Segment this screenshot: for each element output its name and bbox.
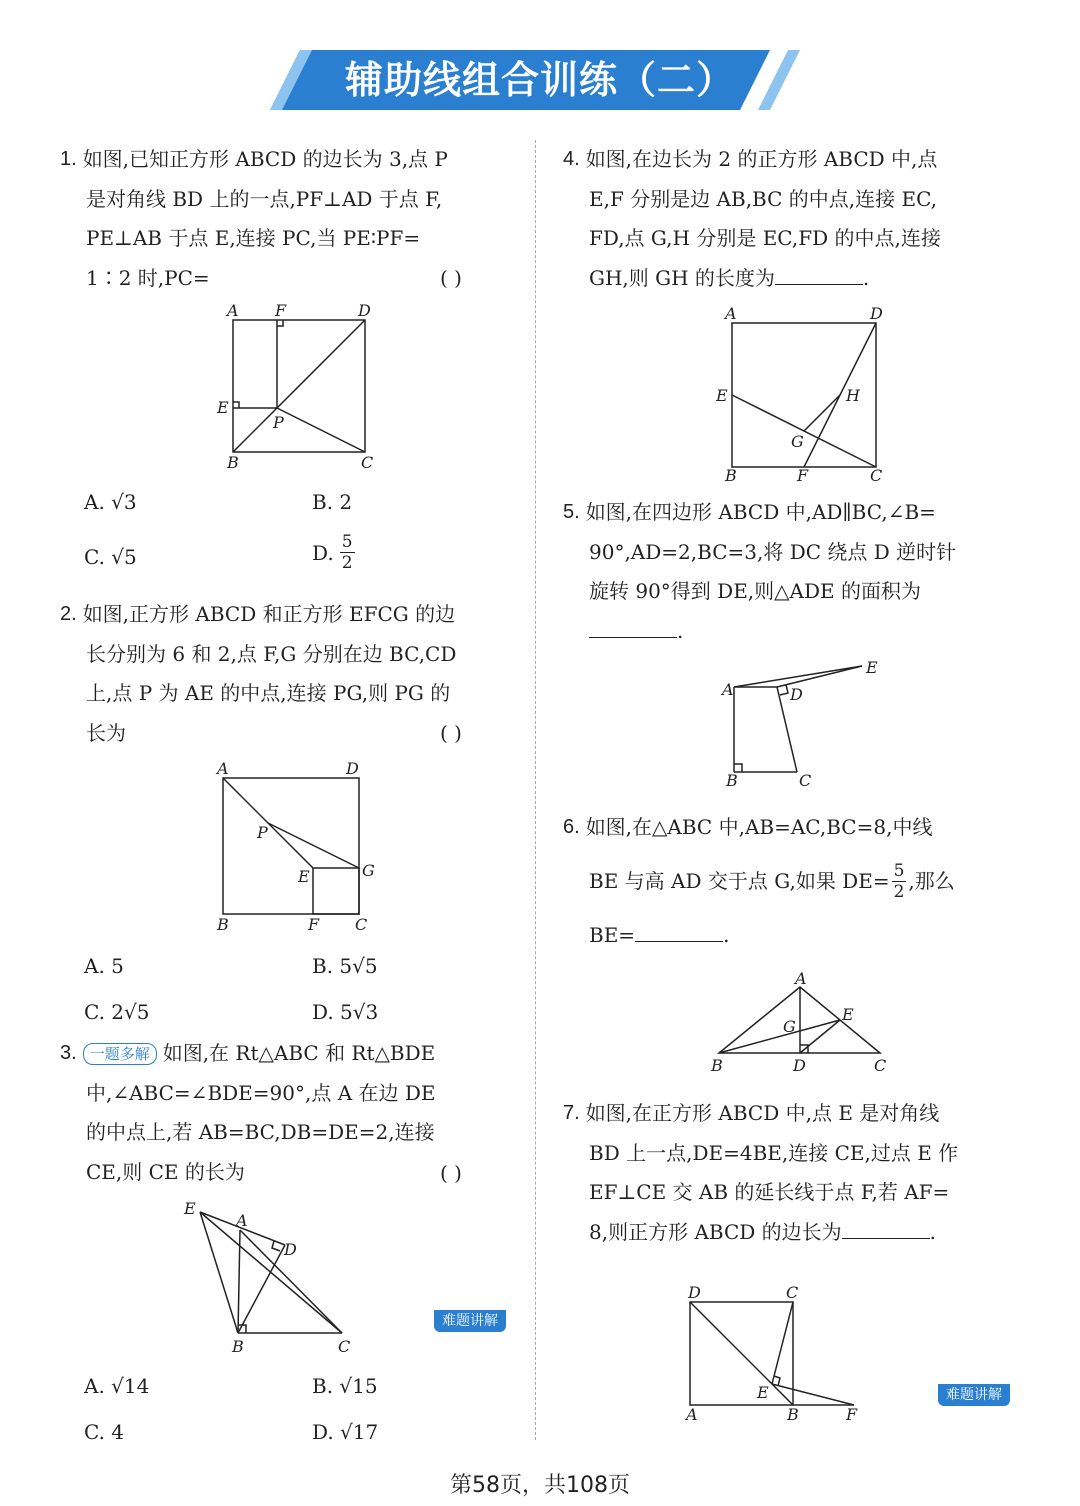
column-divider [535,140,536,1440]
option-b: B. √15 [312,1374,378,1398]
question-text: GH,则 GH 的长度为 [589,265,775,290]
qr-label: 难题讲解 [938,1384,1010,1406]
question-text: E,F 分别是边 AB,BC 的中点,连接 EC, [589,186,938,211]
question-text: 如图,在△ABC 中,AB=AC,BC=8,中线 [585,815,933,839]
question-text: 长为 [86,720,126,745]
label-B: B [726,771,738,790]
label-B: B [725,466,737,485]
label-P: P [257,823,268,842]
label-D: D [793,1056,806,1075]
qr-code-q3[interactable] [434,1242,506,1332]
answer-parentheses: ( ) [440,266,462,290]
multi-solution-tag: 一题多解 [83,1043,157,1065]
option-c: C. 2√5 [84,1000,150,1024]
label-C: C [338,1337,351,1356]
label-D: D [870,304,883,323]
question-text: 如图,在正方形 ABCD 中,点 E 是对角线 [585,1101,940,1125]
figure-q3 [180,1200,370,1360]
question-text: CE,则 CE 的长为 [86,1159,245,1184]
question-number: 4. [563,148,580,170]
label-D: D [358,301,371,320]
question-number: 2. [60,603,77,625]
label-C: C [355,915,368,934]
label-C: C [870,466,883,485]
question-number: 5. [563,501,580,523]
label-H: H [846,386,860,405]
question-6 [563,808,1011,955]
option-c: C. 4 [84,1420,125,1444]
question-number: 6. [563,816,580,838]
question-text: 90°,AD=2,BC=3,将 DC 绕点 D 逆时针 [589,539,957,564]
option-b: B. 2 [312,490,353,514]
label-B: B [217,915,229,934]
question-text: EF⊥CE 交 AB 的延长线于点 F,若 AF= [589,1180,950,1204]
label-F: F [846,1405,858,1424]
period: . [862,265,870,290]
fraction-numerator: 5 [893,861,905,881]
question-text: 8,则正方形 ABCD 的边长为 [589,1219,842,1244]
label-D: D [346,759,359,778]
question-text: 如图,在四边形 ABCD 中,AD∥BC,∠B= [585,500,936,524]
answer-parentheses: ( ) [440,721,462,745]
label-A: A [236,1211,248,1230]
option-d: D. √17 [312,1420,379,1444]
option-a: A. 5 [84,954,124,978]
answer-parentheses: ( ) [440,1161,462,1185]
qr-code-q7[interactable] [938,1316,1010,1406]
qr-code-icon [434,1242,506,1310]
option-c: C. √5 [84,545,137,569]
question-text: 上,点 P 为 AE 的中点,连接 PG,则 PG 的 [86,681,451,705]
page-title: 辅助线组合训练（二） [344,58,735,102]
label-A: A [217,759,229,778]
question-text: BE 与高 AD 交于点 G,如果 DE= [589,868,890,893]
period: . [929,1219,937,1244]
label-G: G [783,1017,796,1036]
qr-label: 难题讲解 [434,1310,506,1332]
label-C: C [361,453,374,472]
label-E: E [298,867,310,886]
figure-q5 [718,655,888,795]
label-C: C [799,771,812,790]
label-C: C [786,1283,799,1302]
question-text: 如图,在边长为 2 的正方形 ABCD 中,点 [585,147,938,171]
label-D: D [790,685,803,704]
label-E: E [842,1005,854,1024]
question-text: 如图,正方形 ABCD 和正方形 EFCG 的边 [82,602,456,626]
question-4 [563,140,1011,298]
answer-blank[interactable] [635,923,723,942]
qr-code-icon [938,1316,1010,1384]
question-7 [563,1094,1011,1252]
option-d [312,532,355,573]
label-G: G [362,861,375,880]
label-D: D [688,1283,701,1302]
period: . [723,922,730,947]
question-text: 中,∠ABC=∠BDE=90°,点 A 在边 DE [86,1080,436,1105]
question-text: ,那么 [908,868,955,893]
label-F: F [308,915,320,934]
label-E: E [716,386,728,405]
page-footer: 第58页，共108页 [450,1473,630,1498]
question-text: FD,点 G,H 分别是 EC,FD 的中点,连接 [589,226,941,250]
question-text: 如图,已知正方形 ABCD 的边长为 3,点 P [82,147,448,171]
question-text: 如图,在 Rt△ABC 和 Rt△BDE [162,1041,436,1065]
figure-q7 [672,1280,872,1430]
question-text: BE= [589,922,636,947]
label-B: B [227,453,239,472]
figure-q4 [712,303,892,483]
question-text: 长分别为 6 和 2,点 F,G 分别在边 BC,CD [86,641,457,666]
period: . [677,618,684,643]
question-text: 1∶2 时,PC= [86,265,210,290]
question-text: 的中点上,若 AB=BC,DB=DE=2,连接 [86,1120,435,1144]
label-E: E [757,1383,769,1402]
label-A: A [725,304,737,323]
question-text: 旋转 90°得到 DE,则△ADE 的面积为 [589,579,921,603]
label-E: E [217,398,229,417]
label-C: C [874,1056,887,1075]
answer-blank[interactable] [775,266,863,285]
label-B: B [232,1337,244,1356]
fraction-denominator: 2 [341,553,353,573]
label-E: E [184,1199,196,1218]
question-text: 是对角线 BD 上的一点,PF⊥AD 于点 F, [86,186,443,211]
figure-q6 [704,969,904,1082]
question-number: 3. [60,1042,77,1064]
question-number: 1. [60,148,77,170]
fraction-denominator: 2 [893,882,905,902]
label-E: E [866,658,878,677]
label-A: A [722,680,734,699]
label-D: D [284,1240,297,1259]
answer-blank[interactable] [842,1220,930,1239]
answer-blank[interactable] [589,619,677,638]
option-a: A. √14 [84,1374,150,1398]
label-P: P [273,413,284,432]
option-b: B. 5√5 [312,954,378,978]
question-text: BD 上一点,DE=4BE,连接 CE,过点 E 作 [589,1140,959,1165]
label-A: A [686,1405,698,1424]
fraction-numerator: 5 [341,532,353,552]
label-F: F [275,301,287,320]
option-d-label: D. [312,540,334,565]
question-5 [563,493,1011,651]
question-text: PE⊥AB 于点 E,连接 PC,当 PE∶PF= [86,226,421,250]
label-F: F [797,466,809,485]
label-B: B [711,1056,723,1075]
option-d: D. 5√3 [312,1000,379,1024]
figure-q1 [215,300,385,475]
label-G: G [791,432,804,451]
label-A: A [227,301,239,320]
option-a: A. √3 [84,490,137,514]
label-A: A [795,969,807,988]
question-number: 7. [563,1102,580,1124]
label-B: B [787,1405,799,1424]
figure-q2 [205,758,385,938]
